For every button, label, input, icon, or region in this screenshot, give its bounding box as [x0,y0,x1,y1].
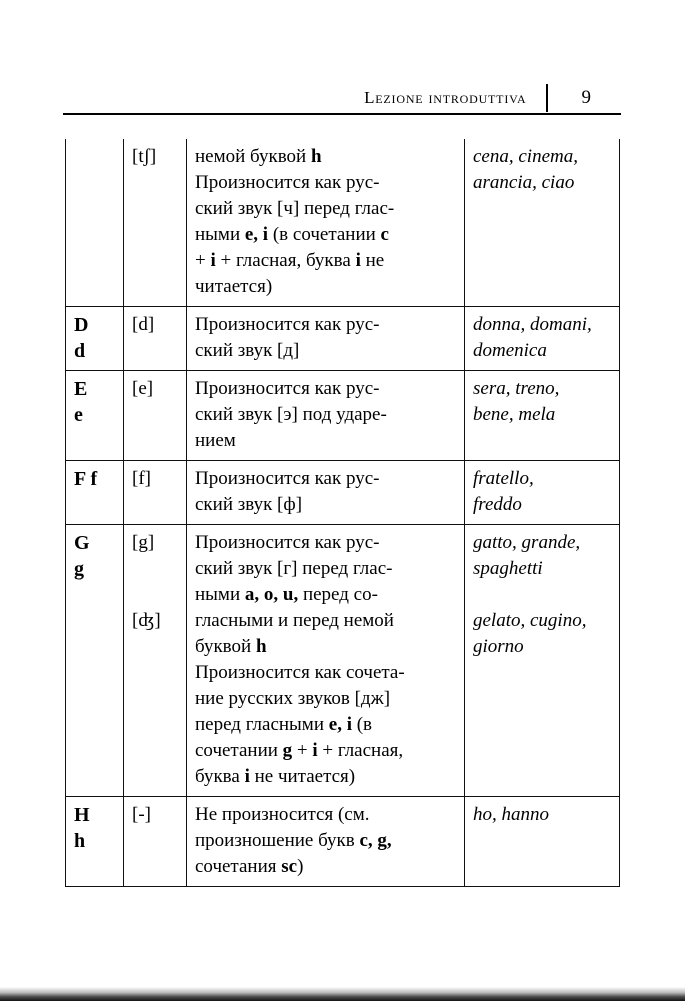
pronunciation-table [65,139,620,887]
transcription-cell: [tʃ] [124,139,187,307]
examples-cell: sera, treno, bene, mela [465,371,620,461]
transcription-cell: [f] [124,461,187,525]
transcription-cell: [e] [124,371,187,461]
examples-cell: ho, hanno [465,797,620,887]
transcription-cell: [-] [124,797,187,887]
table-row [66,371,620,461]
description-cell: Произносится как рус- ский звук [э] под ударе- нием [187,371,465,461]
letter-cell: G g [66,525,124,797]
description-cell: Произносится как рус- ский звук [г] перед глас- ными a, o, u, перед со- гласными и перед немой буквой h Произносится как сочета- ние русских звуков [дж] перед гласными e, i (в сочетании g + i + гласная, буква i не читается) [187,525,465,797]
letter-cell: E e [66,371,124,461]
page-header [364,82,591,114]
letter-cell: D d [66,307,124,371]
examples-cell: fratello, freddo [465,461,620,525]
header-divider [546,84,548,112]
table-row [66,525,620,797]
transcription-cell: [g] [ʤ] [124,525,187,797]
table-row [66,797,620,887]
description-cell: Произносится как рус- ский звук [д] [187,307,465,371]
examples-cell: donna, domani, domenica [465,307,620,371]
description-cell: Не произносится (см. произношение букв c, g, сочетания sc) [187,797,465,887]
letter-cell: F f [66,461,124,525]
table-row [66,139,620,307]
transcription-cell: [d] [124,307,187,371]
page-number: 9 [581,87,591,108]
table-row [66,307,620,371]
examples-cell: cena, cinema, arancia, ciao [465,139,620,307]
header-rule [63,113,621,115]
description-cell: Произносится как рус- ский звук [ф] [187,461,465,525]
examples-cell: gatto, grande, spaghetti gelato, cugino, giorno [465,525,620,797]
letter-cell [66,139,124,307]
description-cell: немой буквой h Произносится как рус- ский звук [ч] перед глас- ными e, i (в сочетании c + i + гласная, буква i не читается) [187,139,465,307]
table-row [66,461,620,525]
letter-cell: H h [66,797,124,887]
running-title: Lezione introduttiva [364,88,527,107]
page-bottom-edge [0,987,685,1001]
